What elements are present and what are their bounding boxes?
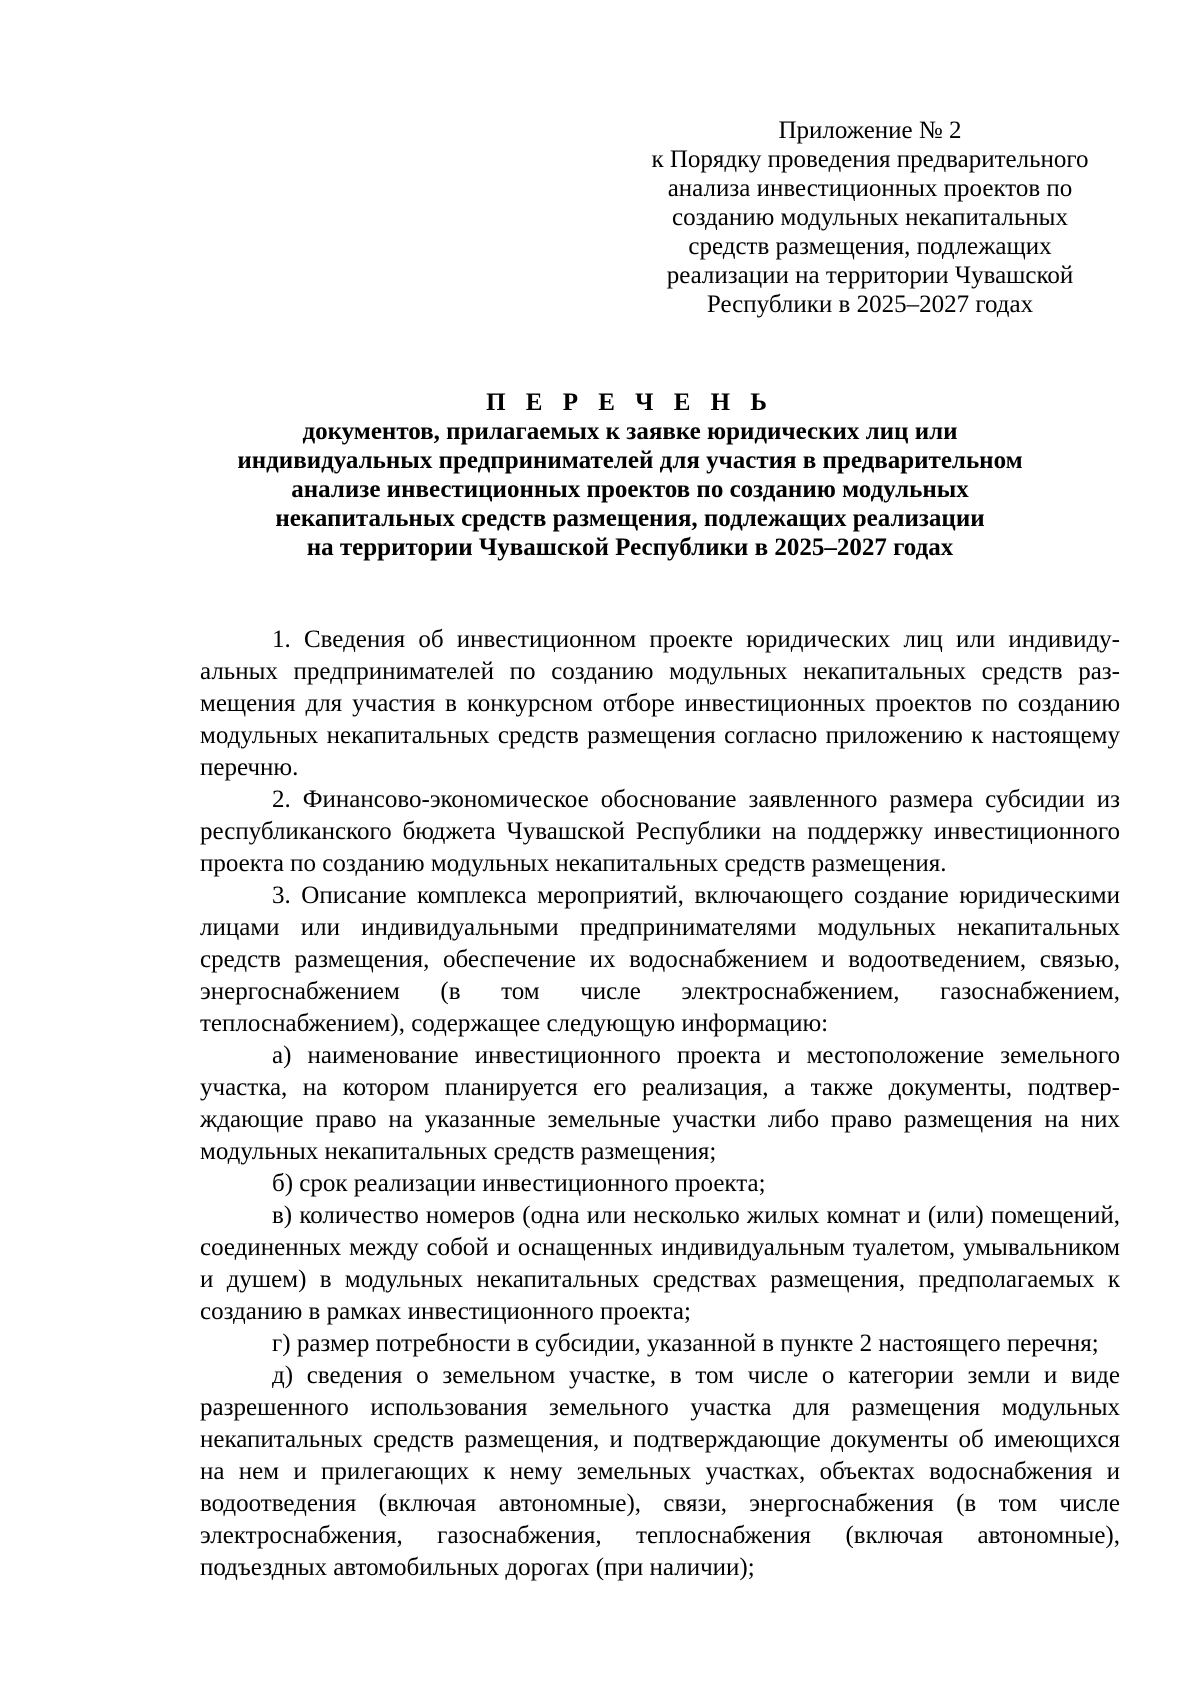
paragraph-subitem-a: а) наименование инвестиционного проекта и местоположение земельного участка, на котором планируется его реализация, а также документы, подтверждающие право на указанные земельные участки либо право размещения на них модульных некапитальных средств размещения; (200, 1042, 1120, 1165)
appendix-line: реализации на территории Чувашской (666, 262, 1074, 289)
paragraph-subitem-v: в) количество номеров (одна или несколько жилых комнат и (или) помещений, соединенных между собой и оснащенных индивидуальным туалетом, умывальником и душем) в модульных некапитальных средствах размещения, предполагаемых к созданию в рамках инвестиционного проекта; (200, 1202, 1120, 1325)
appendix-line: средств размещения, подлежащих (688, 233, 1052, 260)
paragraph-subitem-d: д) сведения о земельном участке, в том числе о категории земли и виде разрешенного использования земельного участка для размещения модульных некапитальных средств размещения, и подтверждающие документы об имеющихся на нем и прилегающих к нему земельных участках, объектах водоснабжения и водоотведения (включая автономные), связи, энергоснабжения (в том числе электроснабжения, газоснабжения, теплоснабжения (включая автономные), подъездных автомобильных дорогах (при наличии); (200, 1362, 1120, 1581)
appendix-line: Республики в 2025–2027 годах (706, 291, 1034, 318)
heading-line: документов, прилагаемых к заявке юридических лиц или (302, 418, 958, 445)
paragraph-subitem-b: б) срок реализации инвестиционного проекта; (272, 1170, 766, 1197)
paragraph-item-1: 1. Сведения об инвестиционном проекте юридических лиц или индивидуальных предпринимателей по созданию модульных некапитальных средств размещения для участия в конкурсном отборе инвестиционных проектов по созданию модульных некапитальных средств размещения согласно приложению к настоящему перечню. (200, 626, 1120, 781)
document-title: П Е Р Е Ч Е Н Ь (486, 389, 774, 416)
heading-line: анализе инвестиционных проектов по созданию модульных (291, 476, 969, 503)
heading-line: на территории Чувашской Республики в 2025–2027 годах (306, 534, 954, 561)
document-heading (200, 388, 1060, 562)
appendix-line: Приложение № 2 (778, 117, 962, 144)
appendix-line: анализа инвестиционных проектов по (667, 175, 1073, 202)
paragraph-subitem-g: г) размер потребности в субсидии, указанной в пункте 2 настоящего перечня; (272, 1330, 1099, 1357)
appendix-line: созданию модульных некапитальных (672, 204, 1068, 231)
document-body (200, 624, 1120, 1584)
heading-line: индивидуальных предпринимателей для участия в предварительном (237, 447, 1023, 474)
appendix-line: к Порядку проведения предварительного (651, 146, 1089, 173)
heading-line: некапитальных средств размещения, подлежащих реализации (275, 505, 985, 532)
appendix-reference (630, 116, 1110, 319)
paragraph-item-2: 2. Финансово-экономическое обоснование заявленного размера субсидии из республиканского бюджета Чувашской Республики на поддержку инвестиционного проекта по созданию модульных некапитальных средств размещения. (200, 786, 1120, 877)
paragraph-item-3: 3. Описание комплекса мероприятий, включающего создание юридическими лицами или индивидуальными предпринимателями модульных некапитальных средств размещения, обеспечение их водоснабжением и водоотведением, связью, энергоснабжением (в том числе электроснабжением, газоснабжением, теплоснабжением), содержащее следующую информацию: (200, 882, 1120, 1037)
